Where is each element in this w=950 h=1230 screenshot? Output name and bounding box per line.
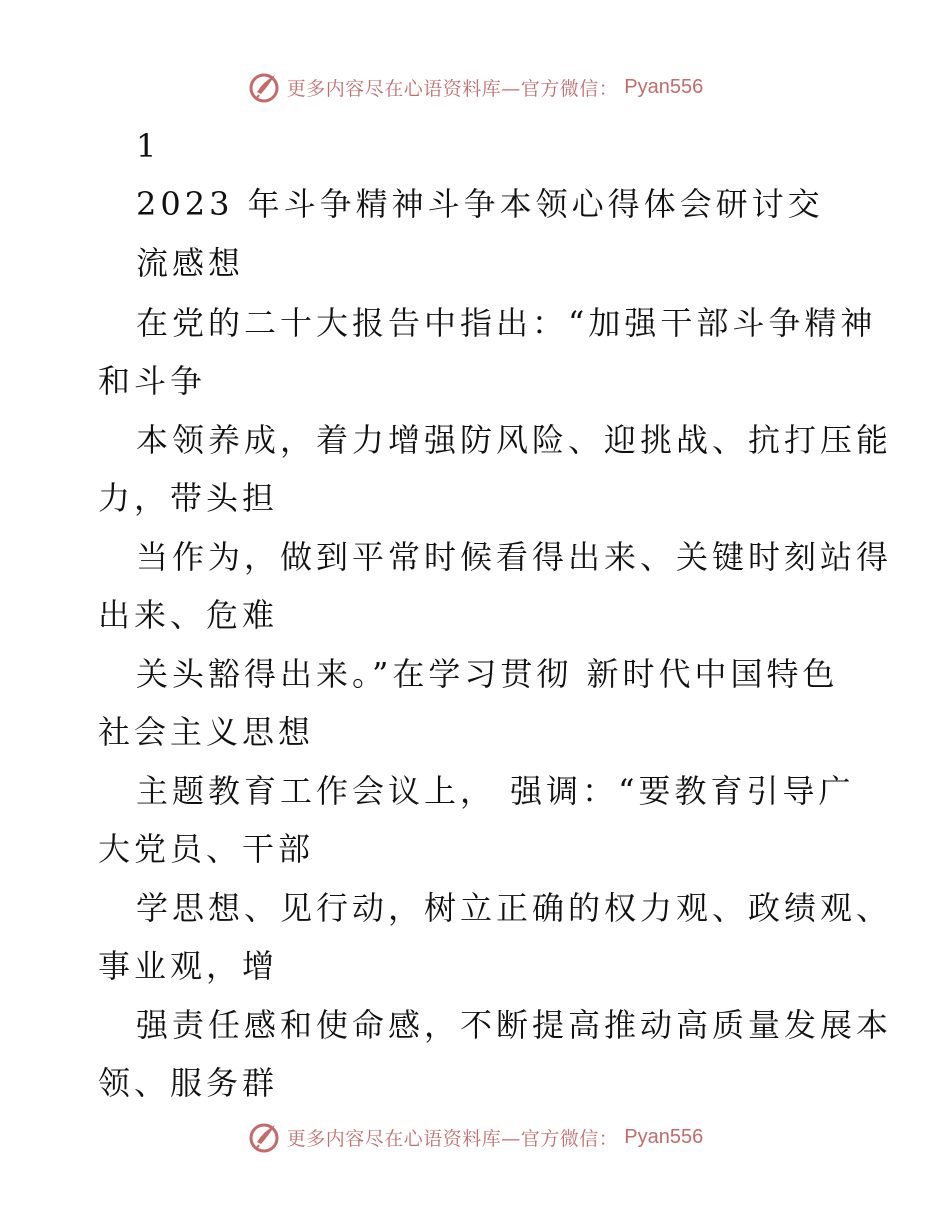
quill-logo-icon [247,70,281,104]
banner-text: 更多内容尽在心语资料库—官方微信： [286,1127,619,1150]
paragraph-line: 大党员、干部 [98,830,315,868]
paragraph-line: 和斗争 [98,362,207,400]
paragraph-line: 出来、危难 [98,596,279,634]
paragraph-line: 强责任感和使命感，不断提高推动高质量发展本 [136,1006,893,1044]
title-line-2: 流感想 [136,244,245,282]
banner-wechat-id: Pyan556 [624,75,704,98]
paragraph-line: 本领养成，着力增强防风险、迎挑战、抗打压能 [136,421,893,459]
paragraph-line: 学思想、见行动，树立正确的权力观、政绩观、 [136,889,893,927]
quill-logo-icon [247,1120,281,1154]
paragraph-line: 在党的二十大报告中指出：“加强干部斗争精神 [136,304,877,342]
title-line-1: 2023 年斗争精神斗争本领心得体会研讨交 [136,185,824,223]
paragraph-line: 社会主义思想 [98,713,315,751]
header-banner [0,70,950,104]
paragraph-line: 当作为，做到平常时候看得出来、关键时刻站得 [136,538,893,576]
paragraph-line: 事业观，增 [98,947,279,985]
banner-wechat-id: Pyan556 [624,1125,704,1148]
paragraph-line: 力，带头担 [98,479,279,517]
page-number: 1 [136,127,161,165]
banner-text: 更多内容尽在心语资料库—官方微信： [286,77,619,100]
paragraph-line: 领、服务群 [98,1064,279,1102]
paragraph-line: 关头豁得出来。”在学习贯彻 新时代中国特色 [136,655,839,693]
paragraph-line: 主题教育工作会议上， 强调：“要教育引导广 [136,772,855,810]
footer-banner [0,1120,950,1154]
